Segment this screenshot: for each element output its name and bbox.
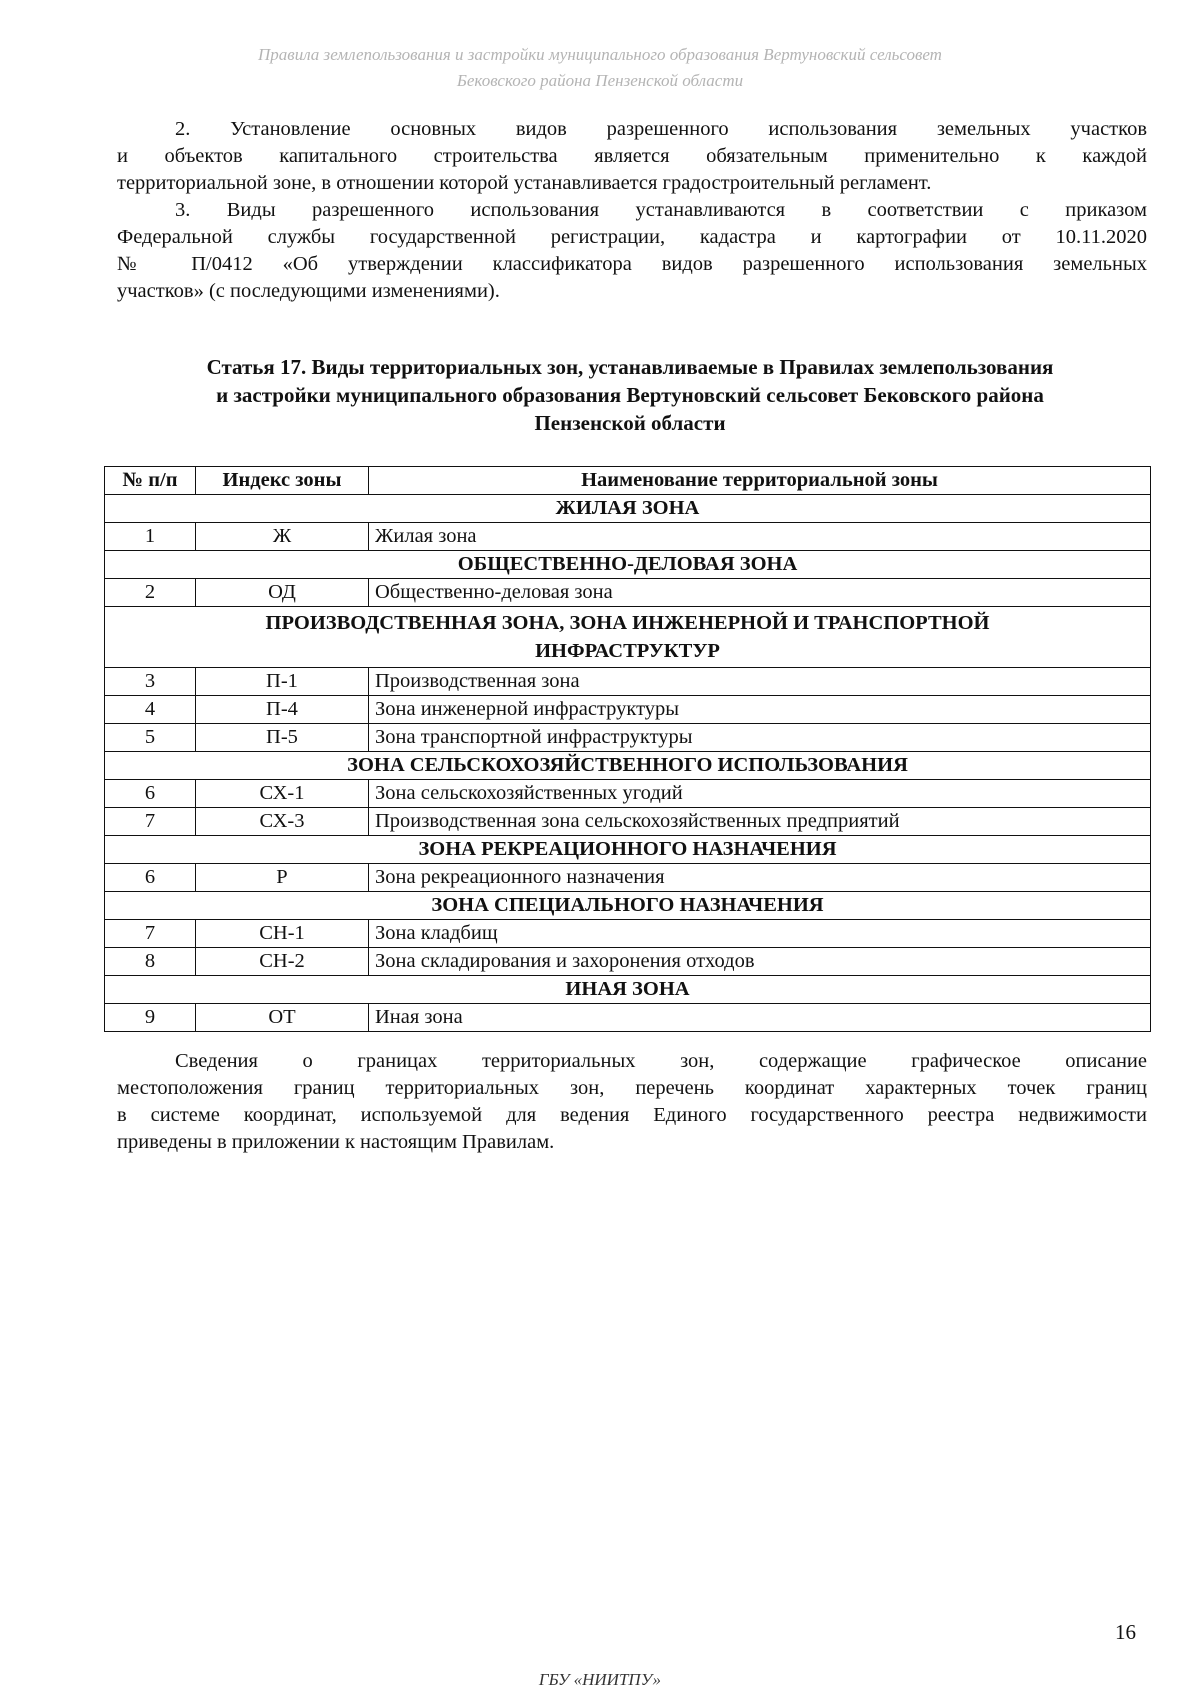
- table-row: [105, 523, 1151, 551]
- column-header-number: № п/п: [105, 467, 196, 495]
- row-name: Зона рекреационного назначения: [369, 864, 1151, 892]
- group-row: [105, 495, 1151, 523]
- table-row: [105, 948, 1151, 976]
- table-row: [105, 808, 1151, 836]
- running-header-line: Бековского района Пензенской области: [456, 71, 744, 90]
- table-row: [105, 864, 1151, 892]
- column-header-index: Индекс зоны: [196, 467, 369, 495]
- row-index: Ж: [196, 523, 369, 551]
- running-footer: ГБУ «НИИТПУ»: [538, 1670, 662, 1689]
- article-title-line: и застройки муниципального образования Вертуновский сельсовет Бековского района: [216, 383, 1044, 407]
- table-row: [105, 1004, 1151, 1032]
- text-line: территориальной зоне, в отношении которой устанавливается градостроительный регламент.: [117, 172, 932, 194]
- row-index: П-1: [196, 668, 369, 696]
- row-name: Зона кладбищ: [369, 920, 1151, 948]
- table-row: [105, 780, 1151, 808]
- row-number: 9: [105, 1004, 196, 1032]
- row-index: СН-2: [196, 948, 369, 976]
- text-line: Сведения о границах территориальных зон, содержащие графическое описание: [175, 1050, 1147, 1072]
- running-header-line: Правила землепользования и застройки муниципального образования Вертуновский сельсовет: [258, 45, 942, 64]
- group-title: ЗОНА РЕКРЕАЦИОННОГО НАЗНАЧЕНИЯ: [105, 836, 1151, 864]
- row-number: 7: [105, 808, 196, 836]
- row-number: 8: [105, 948, 196, 976]
- group-title: ЗОНА СЕЛЬСКОХОЗЯЙСТВЕННОГО ИСПОЛЬЗОВАНИЯ: [105, 752, 1151, 780]
- paragraph-3: [117, 197, 1147, 305]
- group-title: ЗОНА СПЕЦИАЛЬНОГО НАЗНАЧЕНИЯ: [105, 892, 1151, 920]
- group-row: [105, 976, 1151, 1004]
- text-line: № П/0412 «Об утверждении классификатора видов разрешенного использования земельных: [117, 253, 1147, 275]
- table-header-row: [105, 467, 1151, 495]
- group-title-line: ПРОИЗВОДСТВЕННАЯ ЗОНА, ЗОНА ИНЖЕНЕРНОЙ И ТРАНСПОРТНОЙ: [265, 612, 990, 634]
- text-line: приведены в приложении к настоящим Правилам.: [117, 1131, 555, 1153]
- table-row: [105, 696, 1151, 724]
- row-name: Зона складирования и захоронения отходов: [369, 948, 1151, 976]
- text-line: в системе координат, используемой для ведения Единого государственного реестра недвижимости: [117, 1104, 1147, 1126]
- row-index: СН-1: [196, 920, 369, 948]
- group-title: [105, 607, 1151, 668]
- article-title-line: Статья 17. Виды территориальных зон, устанавливаемые в Правилах землепользования: [206, 355, 1054, 379]
- group-row: [105, 836, 1151, 864]
- paragraph-2: [117, 116, 1147, 197]
- table-row: [105, 724, 1151, 752]
- row-number: 7: [105, 920, 196, 948]
- table-row: [105, 579, 1151, 607]
- article-title: [100, 353, 1160, 437]
- row-number: 6: [105, 780, 196, 808]
- running-header: [0, 42, 1200, 94]
- article-title-line: Пензенской области: [534, 411, 726, 435]
- text-line: местоположения границ территориальных зон, перечень координат характерных точек границ: [117, 1077, 1147, 1099]
- text-line: 3. Виды разрешенного использования устанавливаются в соответствии с приказом: [175, 199, 1147, 221]
- group-row: [105, 607, 1151, 668]
- row-name: Зона транспортной инфраструктуры: [369, 724, 1151, 752]
- group-row: [105, 752, 1151, 780]
- row-index: ОД: [196, 579, 369, 607]
- table-row: [105, 920, 1151, 948]
- text-line: и объектов капитального строительства является обязательным применительно к каждой: [117, 145, 1147, 167]
- row-number: 6: [105, 864, 196, 892]
- row-name: Производственная зона сельскохозяйственных предприятий: [369, 808, 1151, 836]
- text-line: 2. Установление основных видов разрешенного использования земельных участков: [175, 118, 1147, 140]
- group-title-line: ИНФРАСТРУКТУР: [535, 640, 720, 662]
- text-line: Федеральной службы государственной регистрации, кадастра и картографии от 10.11.2020: [117, 226, 1147, 248]
- text-line: участков» (с последующими изменениями).: [117, 280, 500, 302]
- row-number: 2: [105, 579, 196, 607]
- row-number: 3: [105, 668, 196, 696]
- group-row: [105, 892, 1151, 920]
- row-name: Иная зона: [369, 1004, 1151, 1032]
- group-row: [105, 551, 1151, 579]
- row-number: 1: [105, 523, 196, 551]
- row-index: П-5: [196, 724, 369, 752]
- table-row: [105, 668, 1151, 696]
- page-number: 16: [1115, 1620, 1136, 1644]
- row-number: 4: [105, 696, 196, 724]
- closing-paragraph: [117, 1048, 1147, 1156]
- row-index: ОТ: [196, 1004, 369, 1032]
- row-name: Производственная зона: [369, 668, 1151, 696]
- row-name: Зона инженерной инфраструктуры: [369, 696, 1151, 724]
- row-name: Зона сельскохозяйственных угодий: [369, 780, 1151, 808]
- group-title: ОБЩЕСТВЕННО-ДЕЛОВАЯ ЗОНА: [105, 551, 1151, 579]
- row-index: Р: [196, 864, 369, 892]
- row-index: П-4: [196, 696, 369, 724]
- row-index: СХ-1: [196, 780, 369, 808]
- group-title: ЖИЛАЯ ЗОНА: [105, 495, 1151, 523]
- row-name: Общественно-деловая зона: [369, 579, 1151, 607]
- row-name: Жилая зона: [369, 523, 1151, 551]
- row-number: 5: [105, 724, 196, 752]
- zones-table: [104, 466, 1151, 1032]
- column-header-name: Наименование территориальной зоны: [369, 467, 1151, 495]
- row-index: СХ-3: [196, 808, 369, 836]
- group-title: ИНАЯ ЗОНА: [105, 976, 1151, 1004]
